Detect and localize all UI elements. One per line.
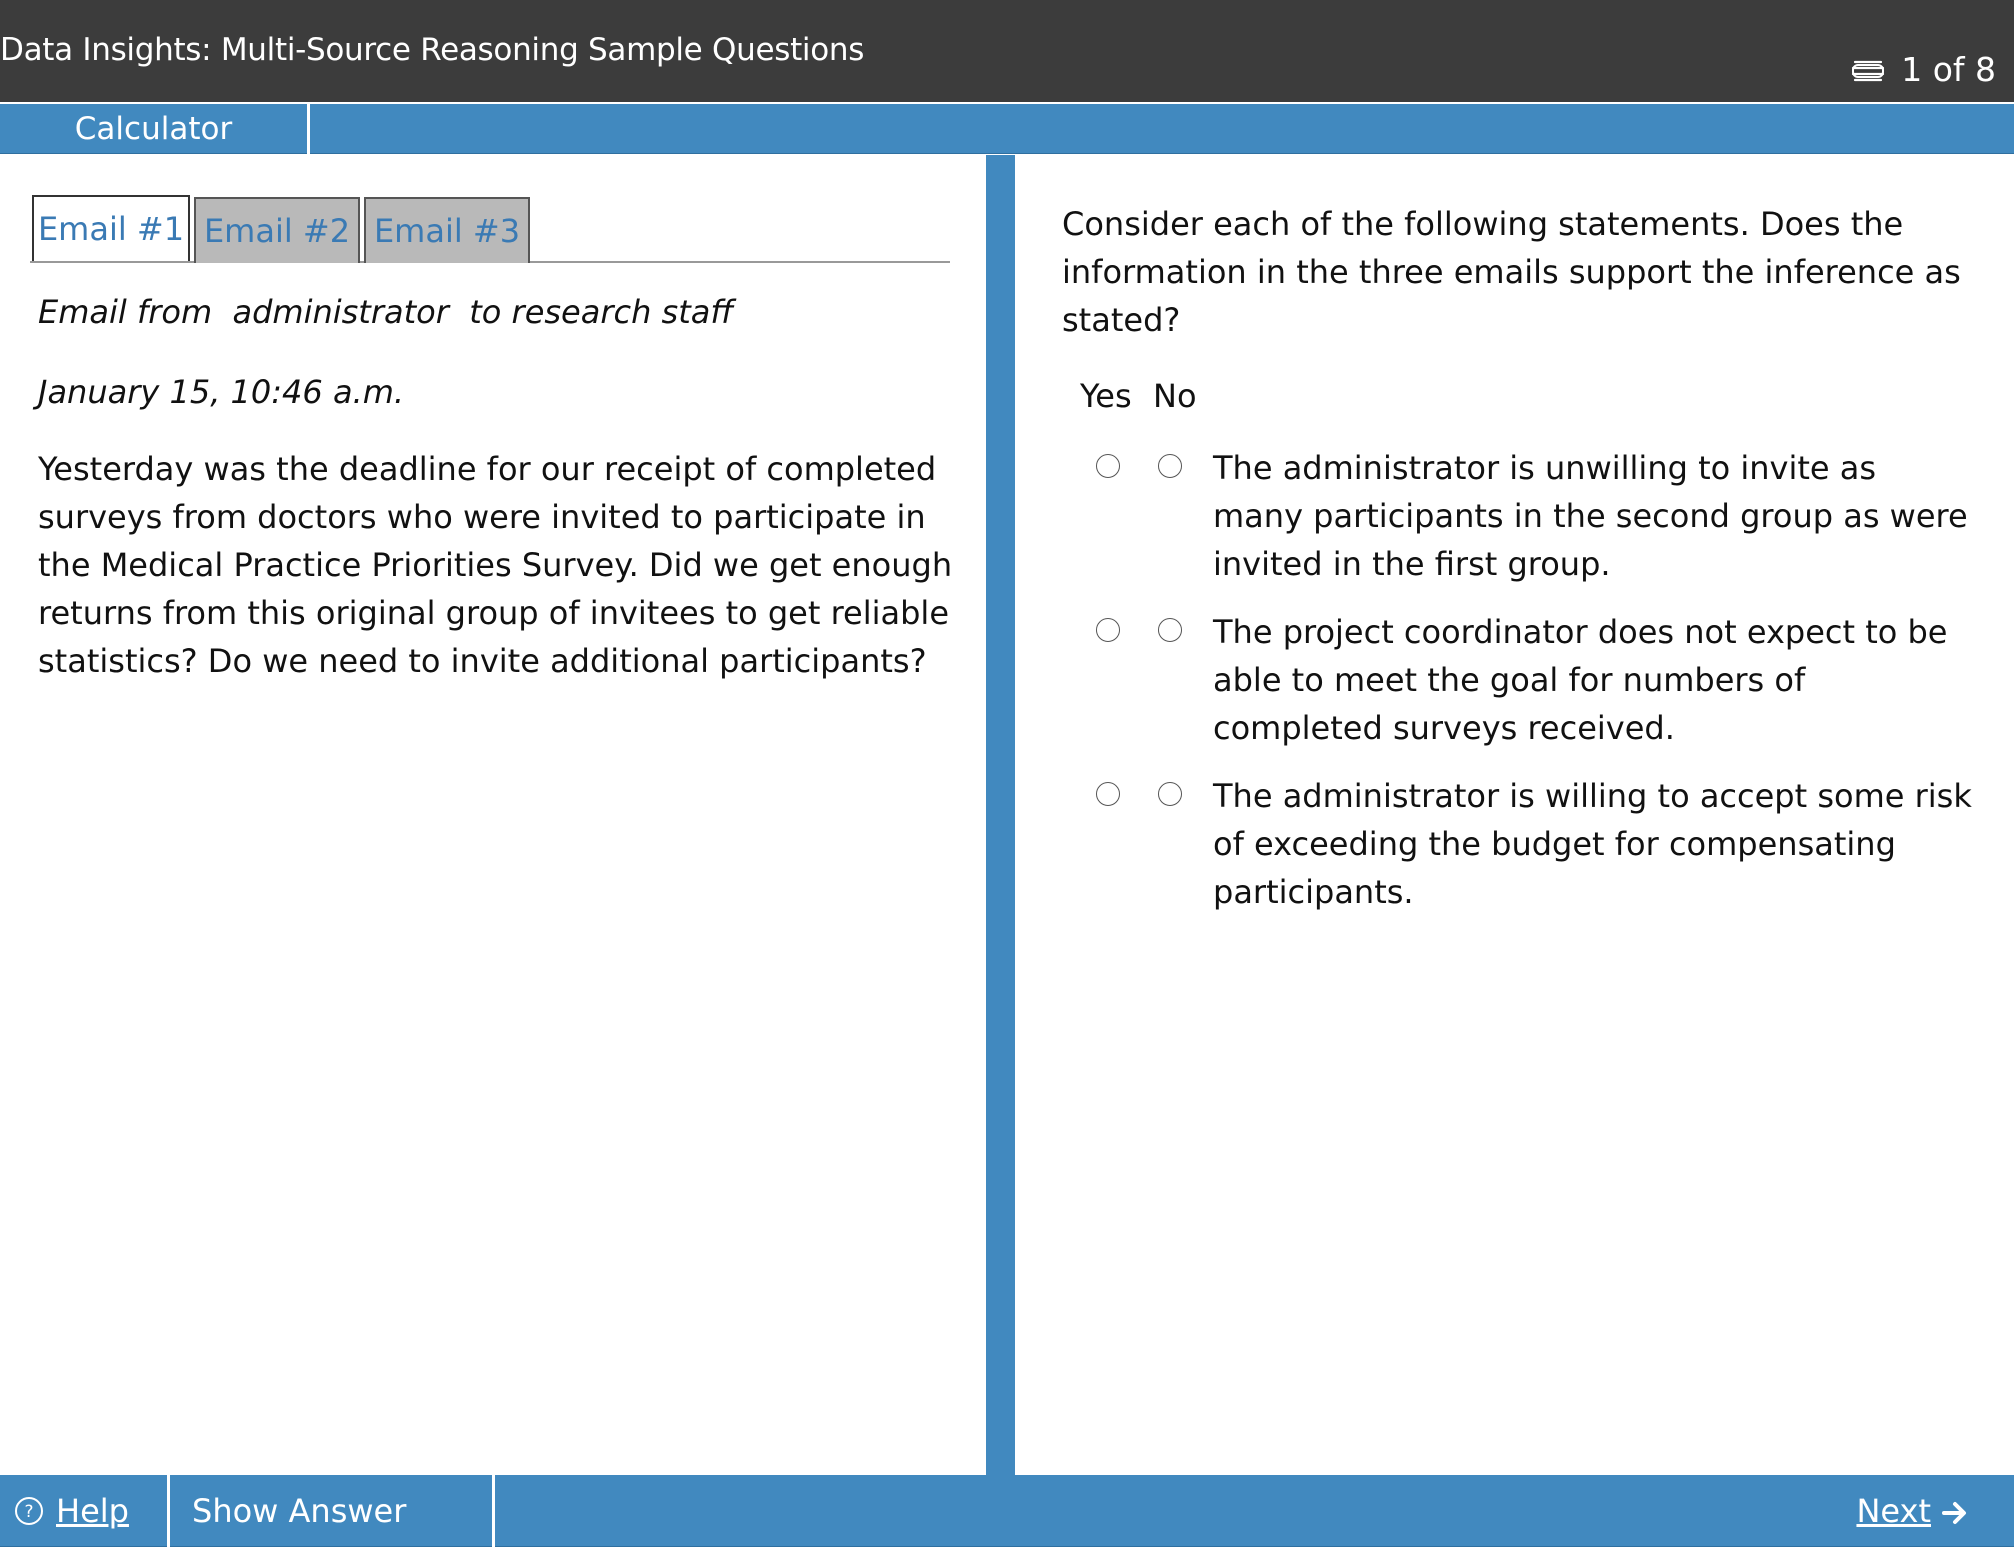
help-button[interactable] xyxy=(0,1475,170,1547)
no-column-header: No xyxy=(1153,377,1197,415)
email-date: January 15, 10:46 a.m. xyxy=(38,373,405,411)
email-body: Yesterday was the deadline for our receipt of completed surveys from doctors who were invited to participate in the Medical Practice Priorities Survey. Did we get enough returns from this original group of invitees to get reliable statistics? Do we need to invite additional participants? xyxy=(38,450,953,680)
show-answer-button[interactable]: Show Answer xyxy=(170,1475,495,1547)
yes-radio[interactable] xyxy=(1096,782,1120,806)
tab-email-3[interactable]: Email #3 xyxy=(364,197,530,263)
title-bar xyxy=(0,0,2014,102)
yes-column-header: Yes xyxy=(1080,377,1132,415)
footer-bar xyxy=(0,1475,2014,1547)
statement-text: The administrator is unwilling to invite as many participants in the second group as were invited in the first group. xyxy=(1213,449,1968,583)
question-counter xyxy=(1851,50,1996,89)
question-pane xyxy=(1015,155,2014,1475)
no-radio[interactable] xyxy=(1158,782,1182,806)
help-label: Help xyxy=(56,1492,129,1530)
email-tabs xyxy=(30,195,950,263)
next-label: Next xyxy=(1856,1492,1931,1530)
yes-radio[interactable] xyxy=(1096,618,1120,642)
calculator-button[interactable]: Calculator xyxy=(0,104,310,154)
svg-text:?: ? xyxy=(24,1502,34,1522)
statement-text: The project coordinator does not expect to be able to meet the goal for numbers of completed surveys received. xyxy=(1213,613,1948,747)
email-header: Email from administrator to research staff xyxy=(38,293,734,331)
arrow-right-icon xyxy=(1941,1497,1969,1525)
pane-divider[interactable] xyxy=(986,155,1015,1475)
yes-radio[interactable] xyxy=(1096,454,1120,478)
next-button[interactable] xyxy=(1856,1475,1969,1547)
source-pane xyxy=(0,155,986,1475)
help-icon xyxy=(14,1496,44,1526)
review-list-icon[interactable] xyxy=(1851,55,1887,85)
app-title: Data Insights: Multi-Source Reasoning Sample Questions xyxy=(0,32,865,68)
tab-email-1[interactable]: Email #1 xyxy=(32,195,190,261)
no-radio[interactable] xyxy=(1158,618,1182,642)
question-prompt: Consider each of the following statements. Does the information in the three emails support the inference as stated? xyxy=(1062,205,1961,339)
question-counter-label: 1 of 8 xyxy=(1901,50,1996,89)
tab-email-2[interactable]: Email #2 xyxy=(194,197,360,263)
no-radio[interactable] xyxy=(1158,454,1182,478)
statement-text: The administrator is willing to accept some risk of exceeding the budget for compensating participants. xyxy=(1213,777,1972,911)
toolbar xyxy=(0,104,2014,154)
